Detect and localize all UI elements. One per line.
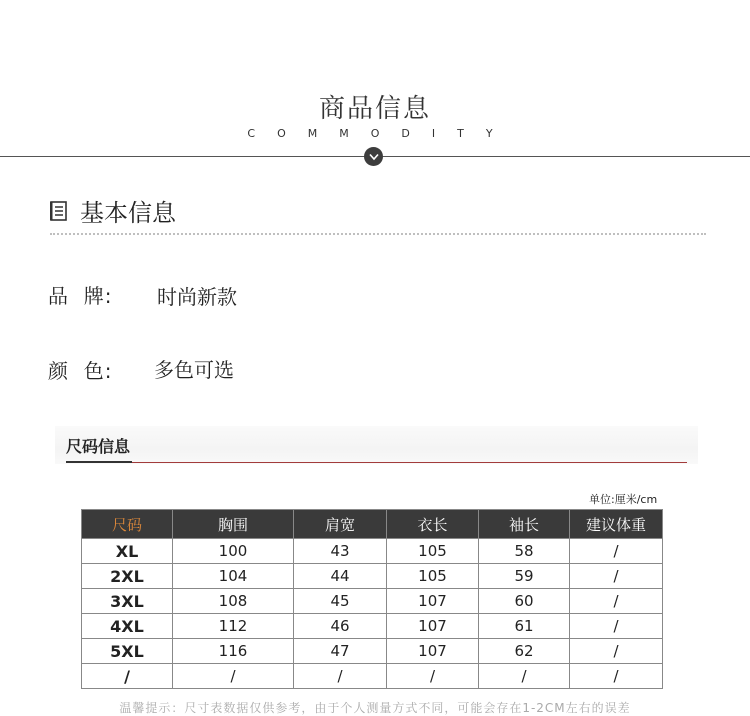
dotted-divider xyxy=(50,233,706,235)
unit-label: 单位:厘米/cm xyxy=(589,493,658,506)
cell-sleeve: / xyxy=(479,664,570,689)
cell-weight: / xyxy=(570,614,663,639)
cell-shoulder: 45 xyxy=(294,589,387,614)
table-row xyxy=(82,589,663,614)
cell-chest: 112 xyxy=(173,614,294,639)
page-subtitle: COMMODITY xyxy=(247,127,515,140)
cell-chest: 104 xyxy=(173,564,294,589)
cell-size: 3XL xyxy=(82,589,173,614)
cell-sleeve: 61 xyxy=(479,614,570,639)
col-header-length: 衣长 xyxy=(387,510,479,539)
page-title: 商品信息 xyxy=(318,94,431,124)
col-header-shoulder: 肩宽 xyxy=(294,510,387,539)
col-header-chest: 胸围 xyxy=(173,510,294,539)
cell-shoulder: 44 xyxy=(294,564,387,589)
brand-label: 品 牌: xyxy=(48,284,113,308)
basic-info-title: 基本信息 xyxy=(80,199,176,227)
cell-weight: / xyxy=(570,664,663,689)
cell-size: 5XL xyxy=(82,639,173,664)
cell-weight: / xyxy=(570,539,663,564)
cell-length: 107 xyxy=(387,589,479,614)
chevron-down-icon xyxy=(364,147,383,166)
table-row xyxy=(82,664,663,689)
cell-length: 107 xyxy=(387,639,479,664)
col-header-sleeve: 袖长 xyxy=(479,510,570,539)
cell-weight: / xyxy=(570,564,663,589)
size-info-band xyxy=(55,426,698,464)
cell-sleeve: 60 xyxy=(479,589,570,614)
cell-shoulder: 46 xyxy=(294,614,387,639)
table-row xyxy=(82,639,663,664)
cell-size: 4XL xyxy=(82,614,173,639)
cell-length: 105 xyxy=(387,564,479,589)
size-info-title: 尺码信息 xyxy=(66,437,131,456)
cell-length: 105 xyxy=(387,539,479,564)
document-icon xyxy=(50,201,68,225)
color-value: 多色可选 xyxy=(154,358,234,382)
table-row xyxy=(82,539,663,564)
col-header-size: 尺码 xyxy=(82,510,173,539)
color-label: 颜 色: xyxy=(48,359,113,383)
cell-sleeve: 58 xyxy=(479,539,570,564)
table-header-row xyxy=(82,510,663,539)
cell-size: / xyxy=(82,664,173,689)
cell-chest: 100 xyxy=(173,539,294,564)
size-info-divider xyxy=(66,462,687,463)
col-header-weight: 建议体重 xyxy=(570,510,663,539)
cell-chest: 116 xyxy=(173,639,294,664)
cell-size: 2XL xyxy=(82,564,173,589)
cell-shoulder: 43 xyxy=(294,539,387,564)
cell-weight: / xyxy=(570,639,663,664)
cell-sleeve: 59 xyxy=(479,564,570,589)
cell-sleeve: 62 xyxy=(479,639,570,664)
table-row xyxy=(82,564,663,589)
size-info-divider-accent xyxy=(66,461,132,463)
brand-value: 时尚新款 xyxy=(157,285,237,309)
cell-chest: / xyxy=(173,664,294,689)
cell-shoulder: 47 xyxy=(294,639,387,664)
table-row xyxy=(82,614,663,639)
cell-weight: / xyxy=(570,589,663,614)
cell-chest: 108 xyxy=(173,589,294,614)
cell-size: XL xyxy=(82,539,173,564)
size-table xyxy=(81,509,663,689)
cell-shoulder: / xyxy=(294,664,387,689)
size-disclaimer: 温馨提示：尺寸表数据仅供参考，由于个人测量方式不同，可能会存在1-2CM左右的误差 xyxy=(119,701,631,715)
cell-length: / xyxy=(387,664,479,689)
cell-length: 107 xyxy=(387,614,479,639)
